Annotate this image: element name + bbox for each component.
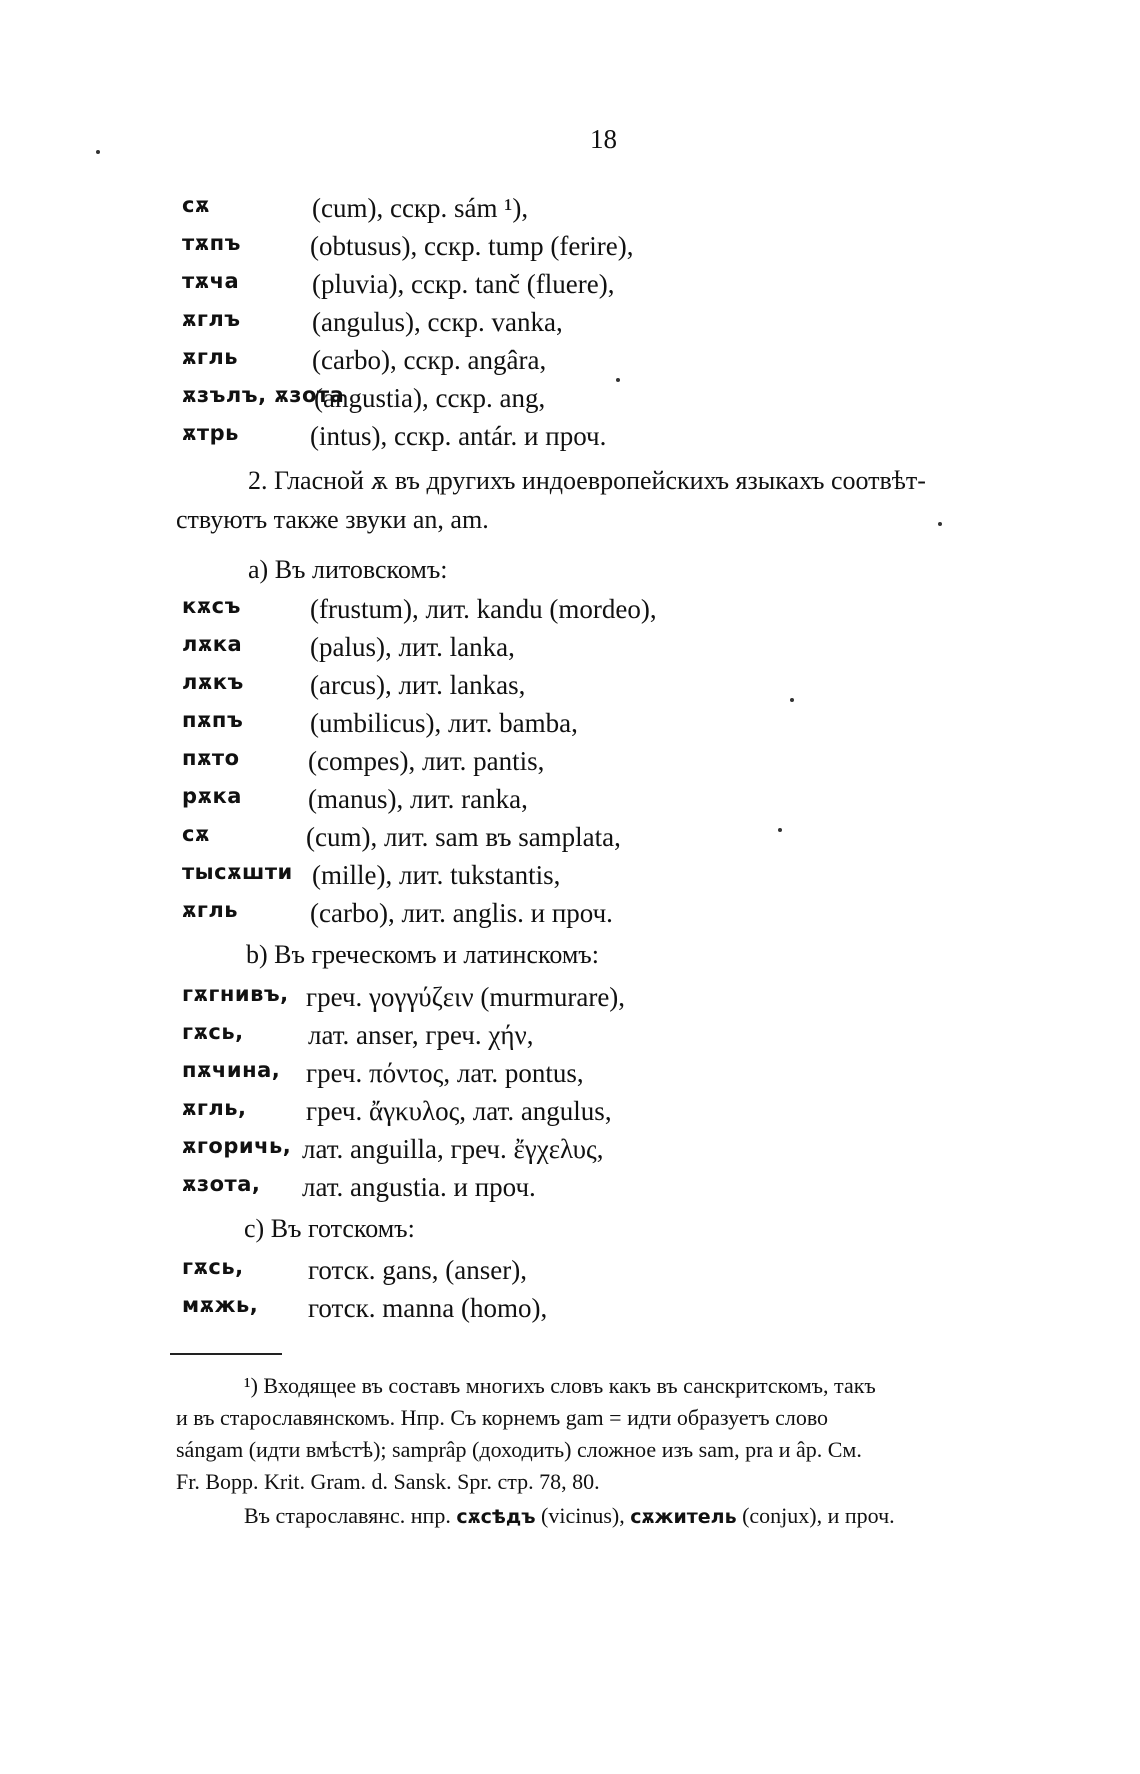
entry-gloss: (cum), лит. sam въ samplata, (306, 822, 621, 852)
church-slavonic-word: пѫчина, (182, 1058, 281, 1082)
entry-gloss: греч. γογγύζειν (murmurare), (306, 982, 626, 1012)
footnote-separator (170, 1353, 282, 1355)
section-heading: c) Въ готскомъ: (244, 1214, 415, 1243)
footnote-text: (vicinus), (541, 1503, 625, 1528)
scan-speck (938, 522, 942, 526)
entry-gloss: (cum), сскр. sám ¹), (312, 193, 529, 223)
church-slavonic-word: ѫглъ (182, 307, 241, 331)
entry-gloss: лат. anguilla, греч. ἔγχελυς, (302, 1134, 604, 1164)
church-slavonic-word: ѫтрь (182, 421, 239, 445)
church-slavonic-word: тысѫшти (182, 860, 293, 884)
entry-gloss: (angustia), сскр. ang, (314, 383, 546, 413)
entry-gloss: (umbilicus), лит. bamba, (310, 708, 578, 738)
church-slavonic-word: сѫ (182, 193, 210, 217)
scan-speck (616, 378, 620, 382)
entry-gloss: греч. πόντος, лат. pontus, (306, 1058, 584, 1088)
church-slavonic-word: ѫгоричь, (182, 1134, 292, 1158)
church-slavonic-word: гѫсь, (182, 1255, 244, 1279)
scan-speck (778, 828, 782, 832)
entry-gloss: (palus), лит. lanka, (310, 632, 515, 662)
entry-gloss: лат. anser, греч. χήν, (308, 1020, 534, 1050)
church-slavonic-word: сѫ (182, 822, 210, 846)
church-slavonic-word: сѫжитель (630, 1506, 737, 1528)
section-heading: a) Въ литовскомъ: (248, 555, 448, 584)
paragraph-line: ствуютъ также звуки an, am. (176, 505, 489, 534)
entry-gloss: (mille), лит. tukstantis, (312, 860, 561, 890)
footnote-line: sángam (идти вмѣстѣ); samprâp (доходить) сложное изъ sam, pra и âp. См. (176, 1437, 862, 1462)
church-slavonic-word: лѫкъ (182, 670, 244, 694)
entry-gloss: (obtusus), сскр. tump (ferire), (310, 231, 634, 261)
footnote-line: Fr. Bopp. Krit. Gram. d. Sansk. Spr. стр. 78, 80. (176, 1469, 600, 1494)
entry-gloss: (carbo), лит. anglis. и проч. (310, 898, 613, 928)
scan-speck (96, 150, 100, 154)
footnote-line: и въ старославянскомъ. Нпр. Съ корнемъ gam = идти образуетъ слово (176, 1405, 829, 1430)
entry-gloss: (manus), лит. ranka, (308, 784, 528, 814)
entry-gloss: лат. angustia. и проч. (302, 1172, 536, 1202)
section-heading: b) Въ греческомъ и латинскомъ: (246, 940, 599, 969)
church-slavonic-word: ѫзълъ, ѫзота (182, 383, 345, 407)
entry-gloss: готск. manna (homo), (308, 1293, 548, 1323)
entry-gloss: (intus), сскр. antár. и проч. (310, 421, 607, 451)
church-slavonic-word: ѫгль (182, 898, 239, 922)
page-number: 18 (590, 124, 617, 154)
entry-gloss: (angulus), сскр. vanka, (312, 307, 563, 337)
church-slavonic-word: ѫгль (182, 345, 239, 369)
entry-gloss: (pluvia), сскр. tanč (fluere), (312, 269, 615, 299)
entry-gloss: греч. ἄγκυλος, лат. angulus, (306, 1096, 612, 1126)
church-slavonic-word: кѫсъ (182, 594, 241, 618)
footnote-text: Въ старославянс. нпр. (244, 1503, 451, 1528)
church-slavonic-word: ѫзота, (182, 1172, 261, 1196)
entry-gloss: (compes), лит. pantis, (308, 746, 545, 776)
entry-gloss: (carbo), сскр. angâra, (312, 345, 547, 375)
church-slavonic-word: гѫсь, (182, 1020, 244, 1044)
footnote-line: ¹) Входящее въ составъ многихъ словъ какъ въ санскритскомъ, такъ (244, 1373, 876, 1398)
scan-speck (790, 698, 794, 702)
footnote-text: (conjux), и проч. (742, 1503, 895, 1528)
church-slavonic-word: мѫжь, (182, 1293, 259, 1317)
footnote-line (244, 1503, 895, 1529)
church-slavonic-word: рѫка (182, 784, 242, 808)
church-slavonic-word: гѫгнивъ, (182, 982, 289, 1006)
church-slavonic-word: пѫто (182, 746, 240, 770)
church-slavonic-word: лѫка (182, 632, 243, 656)
church-slavonic-word: тѫпъ (182, 231, 241, 255)
entry-gloss: (frustum), лит. kandu (mordeo), (310, 594, 657, 624)
paragraph-line: 2. Гласной ѫ въ другихъ индоевропейскихъ языкахъ соотвѣт- (248, 466, 926, 495)
entry-gloss: (arcus), лит. lankas, (310, 670, 526, 700)
entry-gloss: готск. gans, (anser), (308, 1255, 527, 1285)
church-slavonic-word: пѫпъ (182, 708, 244, 732)
church-slavonic-word: тѫча (182, 269, 240, 293)
church-slavonic-word: ѫгль, (182, 1096, 247, 1120)
church-slavonic-word: сѫсѣдъ (456, 1506, 536, 1528)
